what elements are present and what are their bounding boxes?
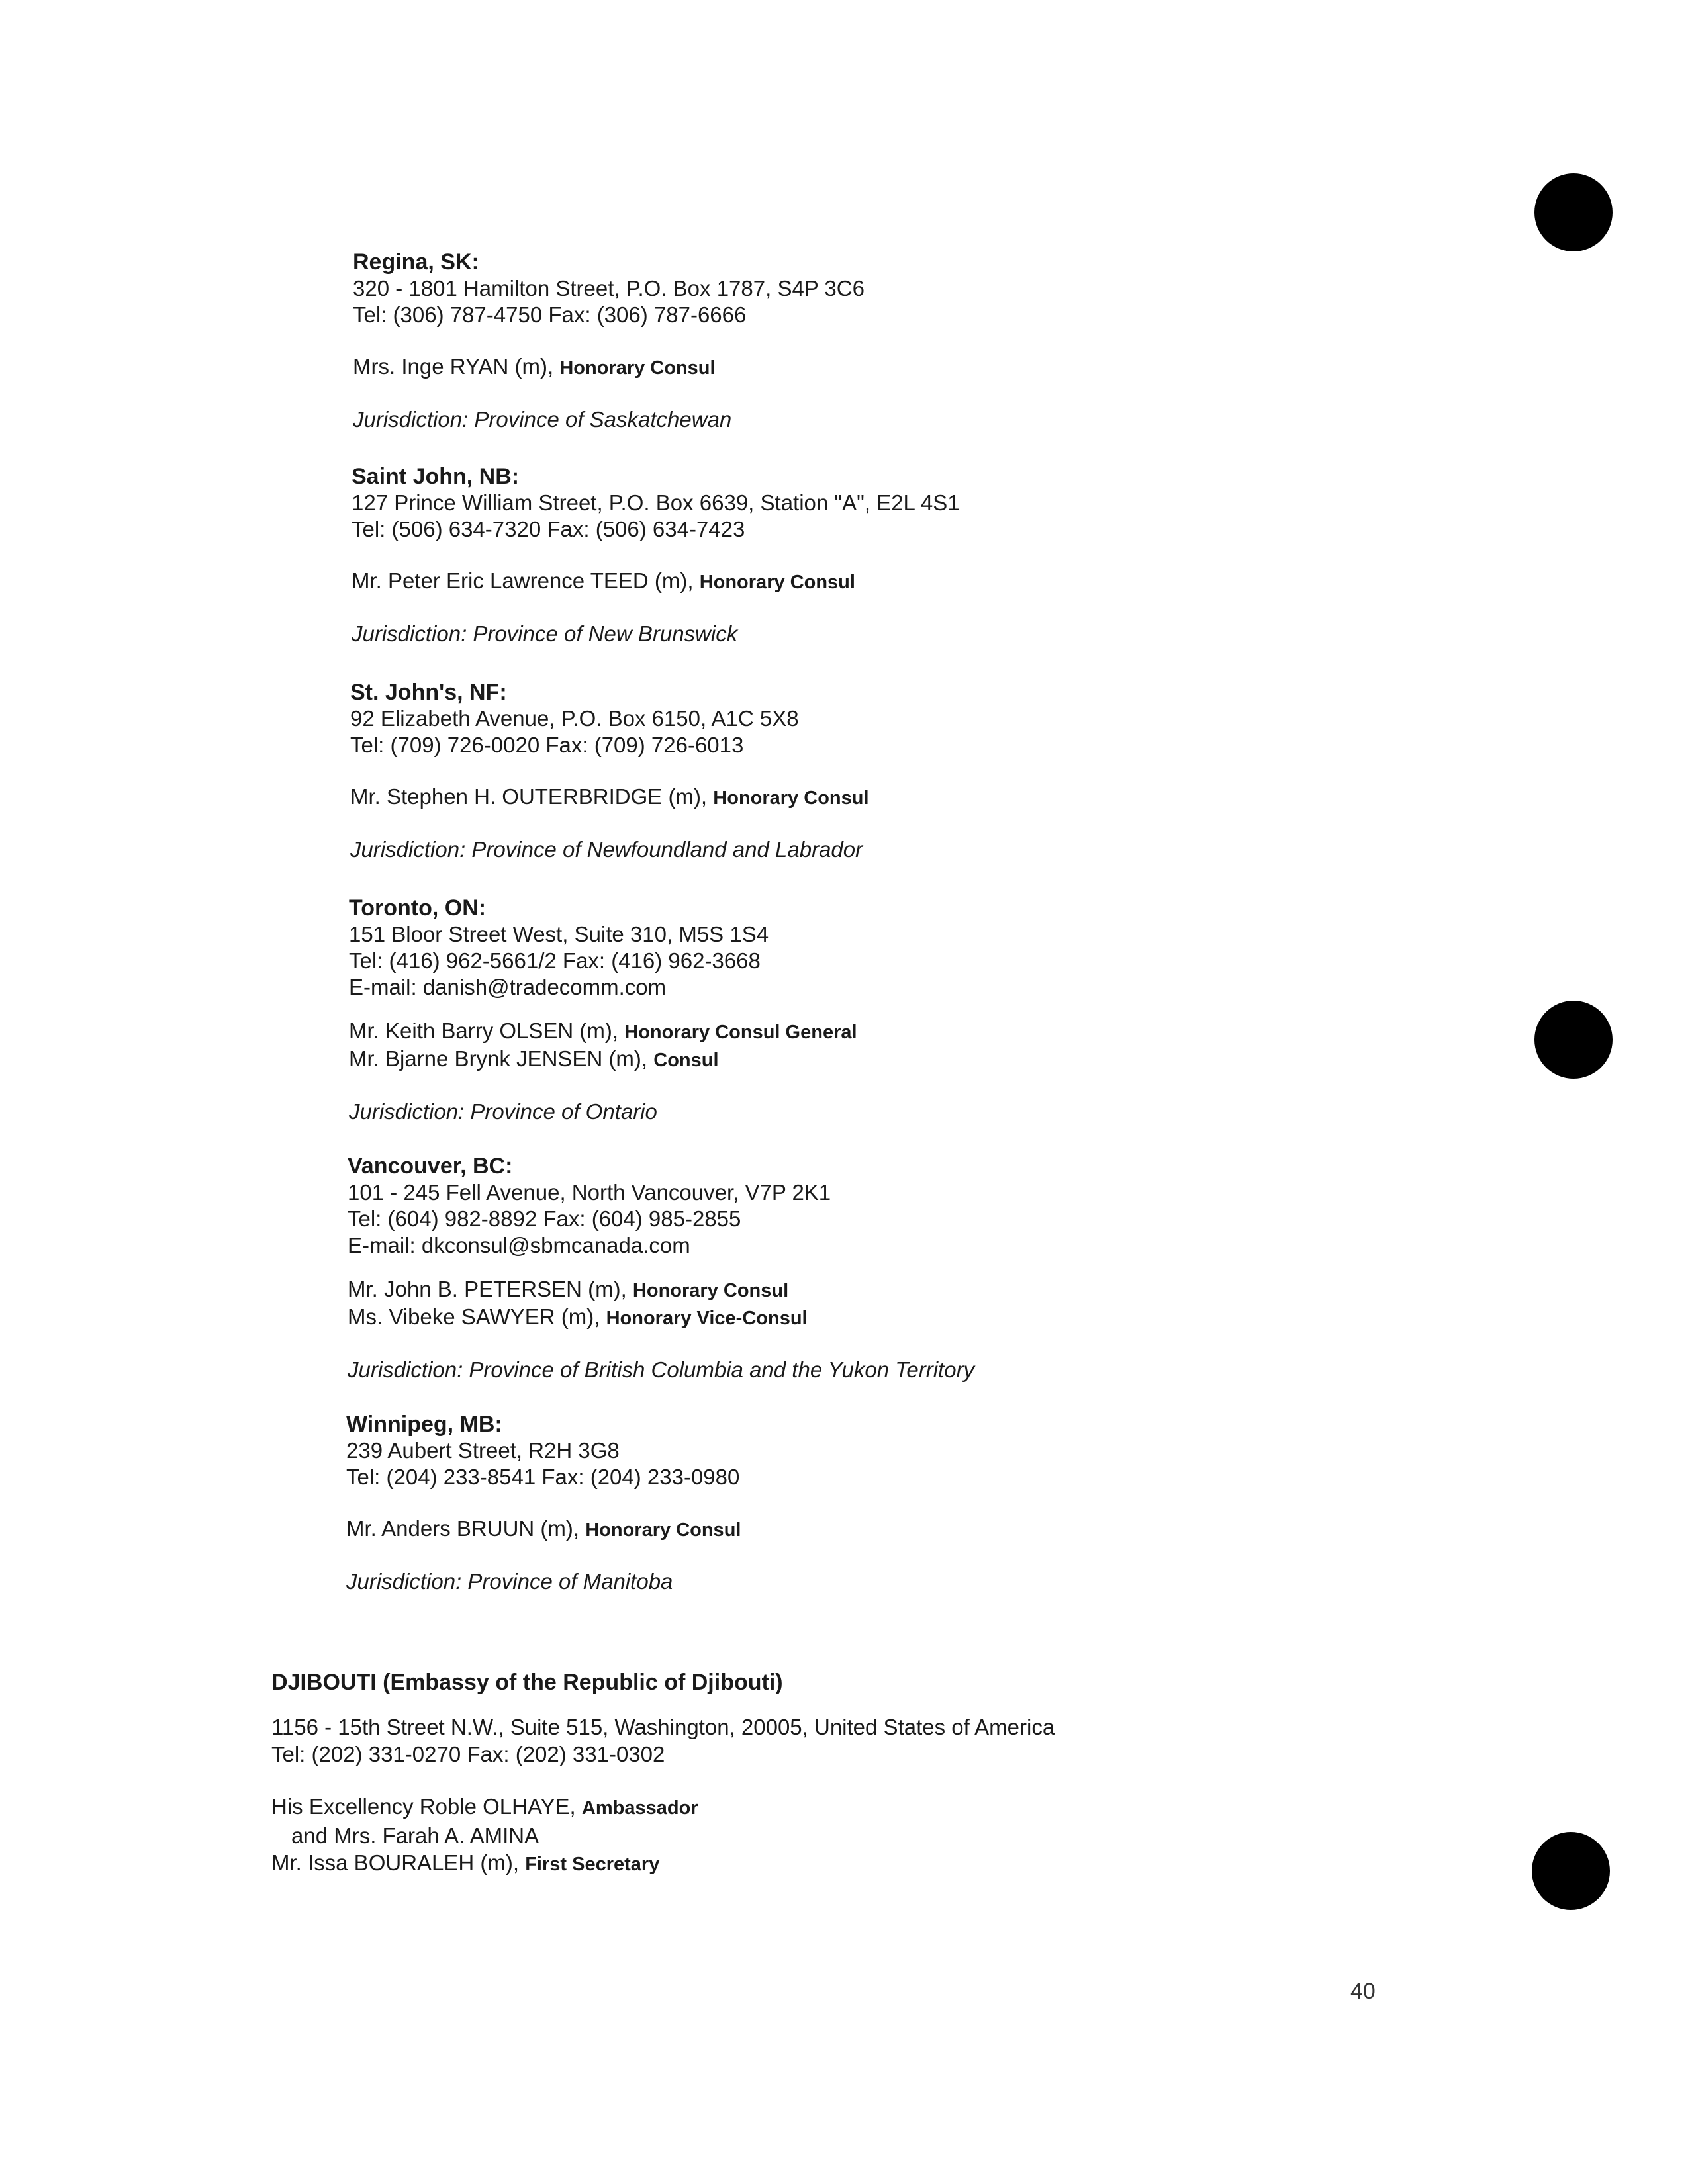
consulate-city: Winnipeg, MB: (346, 1412, 502, 1437)
officer-name: Mr. Keith Barry OLSEN (m), (349, 1019, 625, 1043)
officer-title: Honorary Consul (632, 1280, 789, 1301)
officer-title: Ambassador (581, 1797, 698, 1819)
consulate-entry-toronto (349, 895, 857, 1125)
officer (352, 568, 960, 596)
officer-title: Consul (653, 1050, 719, 1071)
officer (271, 1793, 1055, 1822)
officer (346, 1516, 741, 1543)
officer-title: Honorary Consul (559, 357, 716, 379)
consulate-jurisdiction: Jurisdiction: Province of Newfoundland and Labrador (350, 837, 863, 862)
consulate-jurisdiction: Jurisdiction: Province of Manitoba (346, 1569, 673, 1594)
consulate-entry-st-johns (350, 679, 869, 863)
officer (350, 784, 869, 811)
consulate-entry-saint-john (352, 463, 960, 647)
consulate-jurisdiction: Jurisdiction: Province of British Columbia and the Yukon Territory (348, 1357, 975, 1382)
punch-hole (1532, 1832, 1610, 1910)
officer (348, 1276, 974, 1304)
consulate-email: E-mail: dkconsul@sbmcanada.com (348, 1233, 690, 1257)
officer (348, 1304, 974, 1332)
consulate-phone: Tel: (306) 787-4750 Fax: (306) 787-6666 (353, 302, 747, 327)
consulate-phone: Tel: (604) 982-8892 Fax: (604) 985-2855 (348, 1206, 741, 1231)
punch-hole (1534, 173, 1613, 251)
consulate-city: Saint John, NB: (352, 464, 520, 489)
officer-name: His Excellency Roble OLHAYE, (271, 1794, 582, 1819)
officer-title: First Secretary (525, 1854, 660, 1875)
officer-name: Mr. Bjarne Brynk JENSEN (m), (349, 1046, 654, 1071)
officer (353, 353, 865, 381)
consulate-jurisdiction: Jurisdiction: Province of New Brunswick (352, 621, 738, 646)
embassy-entry-djibouti (271, 1669, 1055, 1878)
consulate-city: Vancouver, BC: (348, 1154, 513, 1179)
officer-name: Mr. Peter Eric Lawrence TEED (m), (352, 569, 700, 593)
page-number: 40 (1350, 1979, 1376, 2004)
officer (271, 1849, 1055, 1878)
punch-hole (1534, 1001, 1613, 1079)
embassy-phone: Tel: (202) 331-0270 Fax: (202) 331-0302 (271, 1742, 665, 1766)
officer (349, 1046, 857, 1073)
officer-name: Ms. Vibeke SAWYER (m), (348, 1304, 606, 1329)
consulate-phone: Tel: (416) 962-5661/2 Fax: (416) 962-3668 (349, 948, 761, 973)
consulate-address: 92 Elizabeth Avenue, P.O. Box 6150, A1C 5X8 (350, 706, 799, 731)
consulate-email: E-mail: danish@tradecomm.com (349, 975, 667, 999)
consulate-address: 320 - 1801 Hamilton Street, P.O. Box 1787, S4P 3C6 (353, 276, 865, 300)
consulate-city: Toronto, ON: (349, 895, 487, 921)
officer-title: Honorary Consul General (624, 1022, 857, 1043)
embassy-address: 1156 - 15th Street N.W., Suite 515, Washington, 20005, United States of America (271, 1715, 1055, 1739)
officer-name: Mr. John B. PETERSEN (m), (348, 1277, 633, 1301)
consulate-phone: Tel: (204) 233-8541 Fax: (204) 233-0980 (346, 1465, 740, 1489)
consulate-address: 239 Aubert Street, R2H 3G8 (346, 1438, 620, 1463)
consulate-city: St. John's, NF: (350, 680, 507, 705)
consulate-city: Regina, SK: (353, 250, 479, 275)
consulate-address: 101 - 245 Fell Avenue, North Vancouver, V7P 2K1 (348, 1180, 831, 1205)
officer-name: Mr. Anders BRUUN (m), (346, 1516, 586, 1541)
officer-title: Honorary Vice-Consul (606, 1308, 808, 1329)
officer-spouse: and Mrs. Farah A. AMINA (291, 1823, 539, 1848)
consulate-address: 151 Bloor Street West, Suite 310, M5S 1S4 (349, 922, 769, 946)
officer-name: Mr. Issa BOURALEH (m), (271, 1850, 526, 1875)
officer-name: Mrs. Inge RYAN (m), (353, 354, 560, 379)
consulate-address: 127 Prince William Street, P.O. Box 6639, Station "A", E2L 4S1 (352, 490, 960, 515)
consulate-phone: Tel: (709) 726-0020 Fax: (709) 726-6013 (350, 733, 744, 757)
officer-name: Mr. Stephen H. OUTERBRIDGE (m), (350, 784, 714, 809)
embassy-heading: DJIBOUTI (Embassy of the Republic of Djibouti) (271, 1670, 783, 1695)
consulate-entry-regina (353, 249, 865, 433)
consulate-entry-vancouver (348, 1153, 974, 1383)
consulate-jurisdiction: Jurisdiction: Province of Ontario (349, 1099, 657, 1124)
consulate-phone: Tel: (506) 634-7320 Fax: (506) 634-7423 (352, 517, 745, 541)
officer-title: Honorary Consul (713, 788, 869, 809)
officer-title: Honorary Consul (699, 572, 855, 593)
consulate-entry-winnipeg (346, 1411, 741, 1595)
consulate-jurisdiction: Jurisdiction: Province of Saskatchewan (353, 407, 732, 432)
officer (349, 1018, 857, 1046)
officer-title: Honorary Consul (585, 1520, 741, 1541)
